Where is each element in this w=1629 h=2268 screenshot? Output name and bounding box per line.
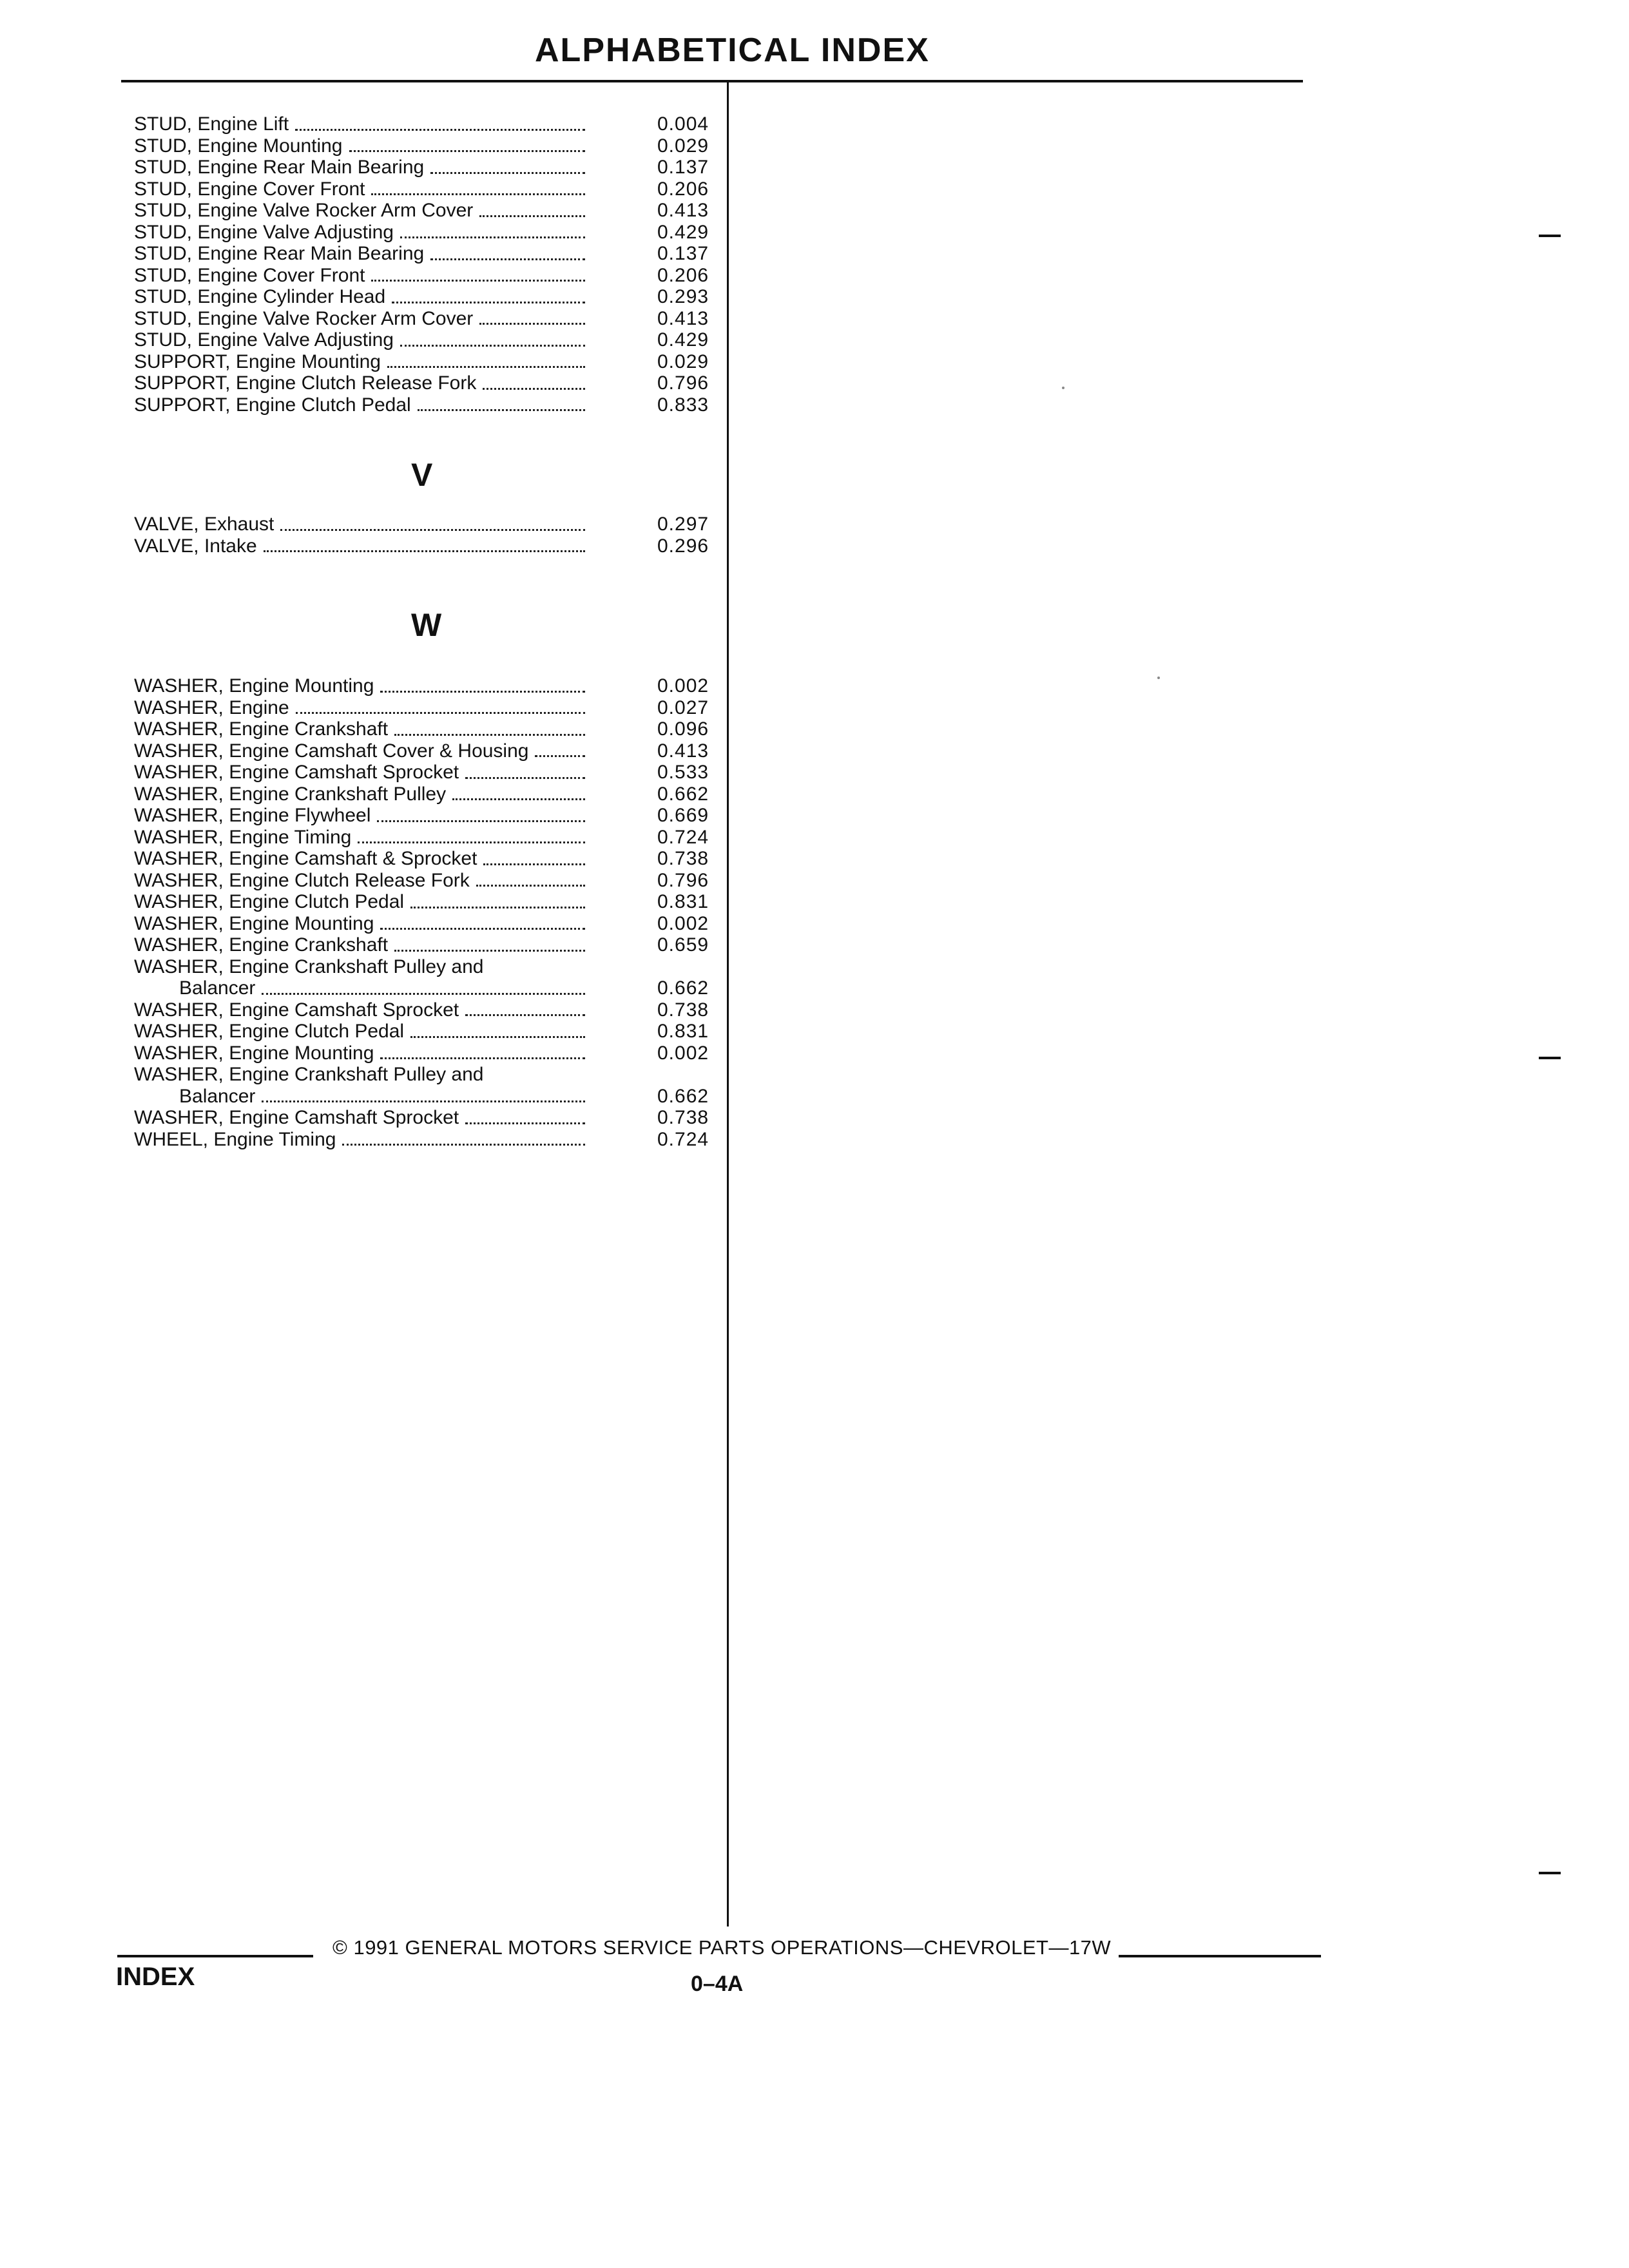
margin-mark (1539, 235, 1561, 237)
dot-leader (430, 157, 585, 178)
dot-leader (295, 113, 585, 135)
entry-name: STUD, Engine Valve Adjusting (134, 221, 394, 243)
dot-leader (392, 286, 585, 308)
entry-page: 0.831 (657, 1021, 709, 1042)
index-entry (134, 394, 727, 416)
entry-page: 0.137 (657, 157, 709, 178)
entry-page: 0.296 (657, 535, 709, 557)
dot-leader (410, 1021, 585, 1043)
entry-name: STUD, Engine Mounting (134, 135, 343, 157)
entry-page: 0.429 (657, 329, 709, 351)
entry-name: Balancer (179, 977, 256, 999)
entry-name: STUD, Engine Cover Front (134, 264, 365, 286)
entry-page: 0.206 (657, 178, 709, 200)
column-divider (727, 80, 729, 1927)
index-entry (134, 1086, 727, 1108)
dot-leader (483, 372, 585, 394)
index-entry (134, 243, 727, 265)
entry-page: 0.796 (657, 372, 709, 394)
entry-name: WASHER, Engine Camshaft Sprocket (134, 762, 459, 783)
entry-page: 0.662 (657, 783, 709, 805)
entry-page: 0.533 (657, 762, 709, 783)
entry-name: STUD, Engine Cylinder Head (134, 286, 386, 307)
dot-leader (535, 740, 585, 762)
entry-page: 0.096 (657, 718, 709, 740)
dot-leader (430, 243, 585, 265)
page-title: ALPHABETICAL INDEX (535, 32, 930, 69)
entry-name: WASHER, Engine Camshaft Cover & Housing (134, 740, 529, 762)
entry-page: 0.297 (657, 514, 709, 535)
entry-name: WASHER, Engine Mounting (134, 1042, 374, 1064)
entry-name: WASHER, Engine Camshaft & Sprocket (134, 848, 477, 869)
entry-name: WASHER, Engine Crankshaft (134, 934, 389, 956)
section-letter-v: V (411, 457, 433, 493)
entry-page: 0.413 (657, 307, 709, 329)
entry-name: STUD, Engine Valve Rocker Arm Cover (134, 307, 474, 329)
entry-name: SUPPORT, Engine Clutch Pedal (134, 394, 411, 416)
entry-page: 0.002 (657, 675, 709, 697)
index-entry (134, 200, 727, 222)
dot-leader (394, 718, 585, 740)
footer-page-number: 0–4A (691, 1972, 744, 1996)
margin-mark (1539, 1057, 1561, 1059)
entry-page: 0.413 (657, 200, 709, 221)
dot-leader (349, 135, 585, 157)
index-list (134, 113, 727, 1150)
index-entry (134, 697, 727, 719)
dot-leader (380, 913, 585, 935)
dot-leader (280, 514, 585, 535)
index-entry (134, 1129, 727, 1151)
entry-name: WASHER, Engine Clutch Pedal (134, 891, 405, 912)
entry-name: VALVE, Intake (134, 535, 257, 557)
entry-page: 0.004 (657, 113, 709, 135)
entry-page: 0.833 (657, 394, 709, 416)
dot-leader (465, 1107, 585, 1129)
index-entry (134, 535, 727, 557)
entry-name: WASHER, Engine Mounting (134, 675, 374, 697)
dot-leader (358, 827, 585, 849)
entry-name: WASHER, Engine Crankshaft Pulley and (134, 956, 484, 977)
entry-page: 0.724 (657, 826, 709, 848)
entry-page: 0.002 (657, 912, 709, 934)
section-v (134, 514, 727, 557)
entry-page: 0.724 (657, 1128, 709, 1150)
index-entry (134, 740, 727, 762)
entry-page: 0.002 (657, 1042, 709, 1064)
index-entry (134, 805, 727, 827)
dot-leader (380, 675, 585, 697)
entry-page: 0.738 (657, 1107, 709, 1128)
index-entry (134, 891, 727, 913)
index-entry (134, 157, 727, 178)
index-entry (134, 827, 727, 849)
entry-name: STUD, Engine Valve Adjusting (134, 329, 394, 351)
dot-leader (465, 762, 585, 783)
index-entry (134, 977, 727, 999)
dot-leader (342, 1129, 585, 1151)
entry-page: 0.027 (657, 697, 709, 718)
entry-page: 0.796 (657, 869, 709, 891)
index-entry (134, 329, 727, 351)
index-entry (134, 956, 727, 978)
dot-leader (452, 783, 585, 805)
dot-leader (479, 200, 585, 222)
scan-speck (1157, 677, 1160, 679)
index-entry (134, 913, 727, 935)
entry-name: WASHER, Engine (134, 697, 289, 718)
entry-page: 0.413 (657, 740, 709, 762)
index-entry (134, 222, 727, 244)
dot-leader (479, 308, 585, 330)
index-entry (134, 514, 727, 535)
index-entry (134, 113, 727, 135)
entry-name: WASHER, Engine Crankshaft Pulley and (134, 1064, 484, 1085)
title-rule (121, 80, 1303, 82)
entry-name: SUPPORT, Engine Mounting (134, 351, 381, 372)
index-entry (134, 178, 727, 200)
entry-page: 0.662 (657, 977, 709, 999)
dot-leader (380, 1043, 585, 1064)
entry-name: STUD, Engine Cover Front (134, 178, 365, 200)
index-entry (134, 934, 727, 956)
index-entry (134, 762, 727, 783)
index-entry (134, 999, 727, 1021)
index-entry (134, 351, 727, 373)
index-entry (134, 675, 727, 697)
index-entry (134, 848, 727, 870)
dot-leader (371, 178, 585, 200)
entry-name: WASHER, Engine Clutch Pedal (134, 1021, 405, 1042)
entry-name: WASHER, Engine Clutch Release Fork (134, 869, 470, 891)
footer-rule-left (117, 1955, 313, 1957)
dot-leader (400, 222, 585, 244)
index-entry (134, 265, 727, 287)
footer-copyright: © 1991 GENERAL MOTORS SERVICE PARTS OPERATIONS—CHEVROLET—17W (333, 1936, 1112, 1959)
entry-name: Balancer (179, 1085, 256, 1107)
index-entry (134, 1043, 727, 1064)
dot-leader (377, 805, 585, 827)
dot-leader (400, 329, 585, 351)
index-entry (134, 870, 727, 892)
entry-page: 0.738 (657, 848, 709, 869)
entry-name: STUD, Engine Lift (134, 113, 289, 135)
dot-leader (410, 891, 585, 913)
entry-page: 0.206 (657, 264, 709, 286)
entry-name: STUD, Engine Valve Rocker Arm Cover (134, 200, 474, 221)
scan-speck (1062, 387, 1065, 389)
entry-page: 0.429 (657, 221, 709, 243)
entry-page: 0.029 (657, 135, 709, 157)
entry-name: STUD, Engine Rear Main Bearing (134, 157, 425, 178)
index-entry (134, 1064, 727, 1086)
entry-name: WASHER, Engine Camshaft Sprocket (134, 1107, 459, 1128)
dot-leader (262, 977, 585, 999)
entry-name: WASHER, Engine Crankshaft (134, 718, 389, 740)
dot-leader (394, 934, 585, 956)
margin-mark (1539, 1872, 1561, 1874)
entry-name: WASHER, Engine Timing (134, 826, 352, 848)
entry-name: WASHER, Engine Camshaft Sprocket (134, 999, 459, 1021)
entry-page: 0.293 (657, 286, 709, 307)
index-entry (134, 286, 727, 308)
entry-name: WHEEL, Engine Timing (134, 1128, 336, 1150)
entry-page: 0.659 (657, 934, 709, 956)
dot-leader (264, 535, 585, 557)
section-w (134, 675, 727, 1150)
entry-name: WASHER, Engine Mounting (134, 912, 374, 934)
index-entry (134, 783, 727, 805)
dot-leader (387, 351, 585, 373)
entry-name: WASHER, Engine Flywheel (134, 805, 371, 826)
index-entry (134, 718, 727, 740)
entry-page: 0.029 (657, 351, 709, 372)
index-entry (134, 1107, 727, 1129)
dot-leader (483, 848, 585, 870)
footer-rule-right (1119, 1955, 1321, 1957)
entry-page: 0.831 (657, 891, 709, 912)
dot-leader (296, 697, 585, 719)
section-letter-w: W (411, 607, 442, 643)
index-entry (134, 372, 727, 394)
entry-name: WASHER, Engine Crankshaft Pulley (134, 783, 447, 805)
entry-page: 0.662 (657, 1085, 709, 1107)
dot-leader (465, 999, 585, 1021)
entry-name: STUD, Engine Rear Main Bearing (134, 243, 425, 264)
entry-page: 0.137 (657, 243, 709, 264)
index-entry (134, 1021, 727, 1043)
dot-leader (371, 265, 585, 287)
section-s (134, 113, 727, 416)
index-entry (134, 308, 727, 330)
dot-leader (262, 1086, 585, 1108)
entry-page: 0.669 (657, 805, 709, 826)
entry-page: 0.738 (657, 999, 709, 1021)
dot-leader (418, 394, 585, 416)
index-entry (134, 135, 727, 157)
entry-name: VALVE, Exhaust (134, 514, 275, 535)
dot-leader (476, 870, 585, 892)
footer-section-label: INDEX (116, 1963, 195, 1991)
entry-name: SUPPORT, Engine Clutch Release Fork (134, 372, 477, 394)
